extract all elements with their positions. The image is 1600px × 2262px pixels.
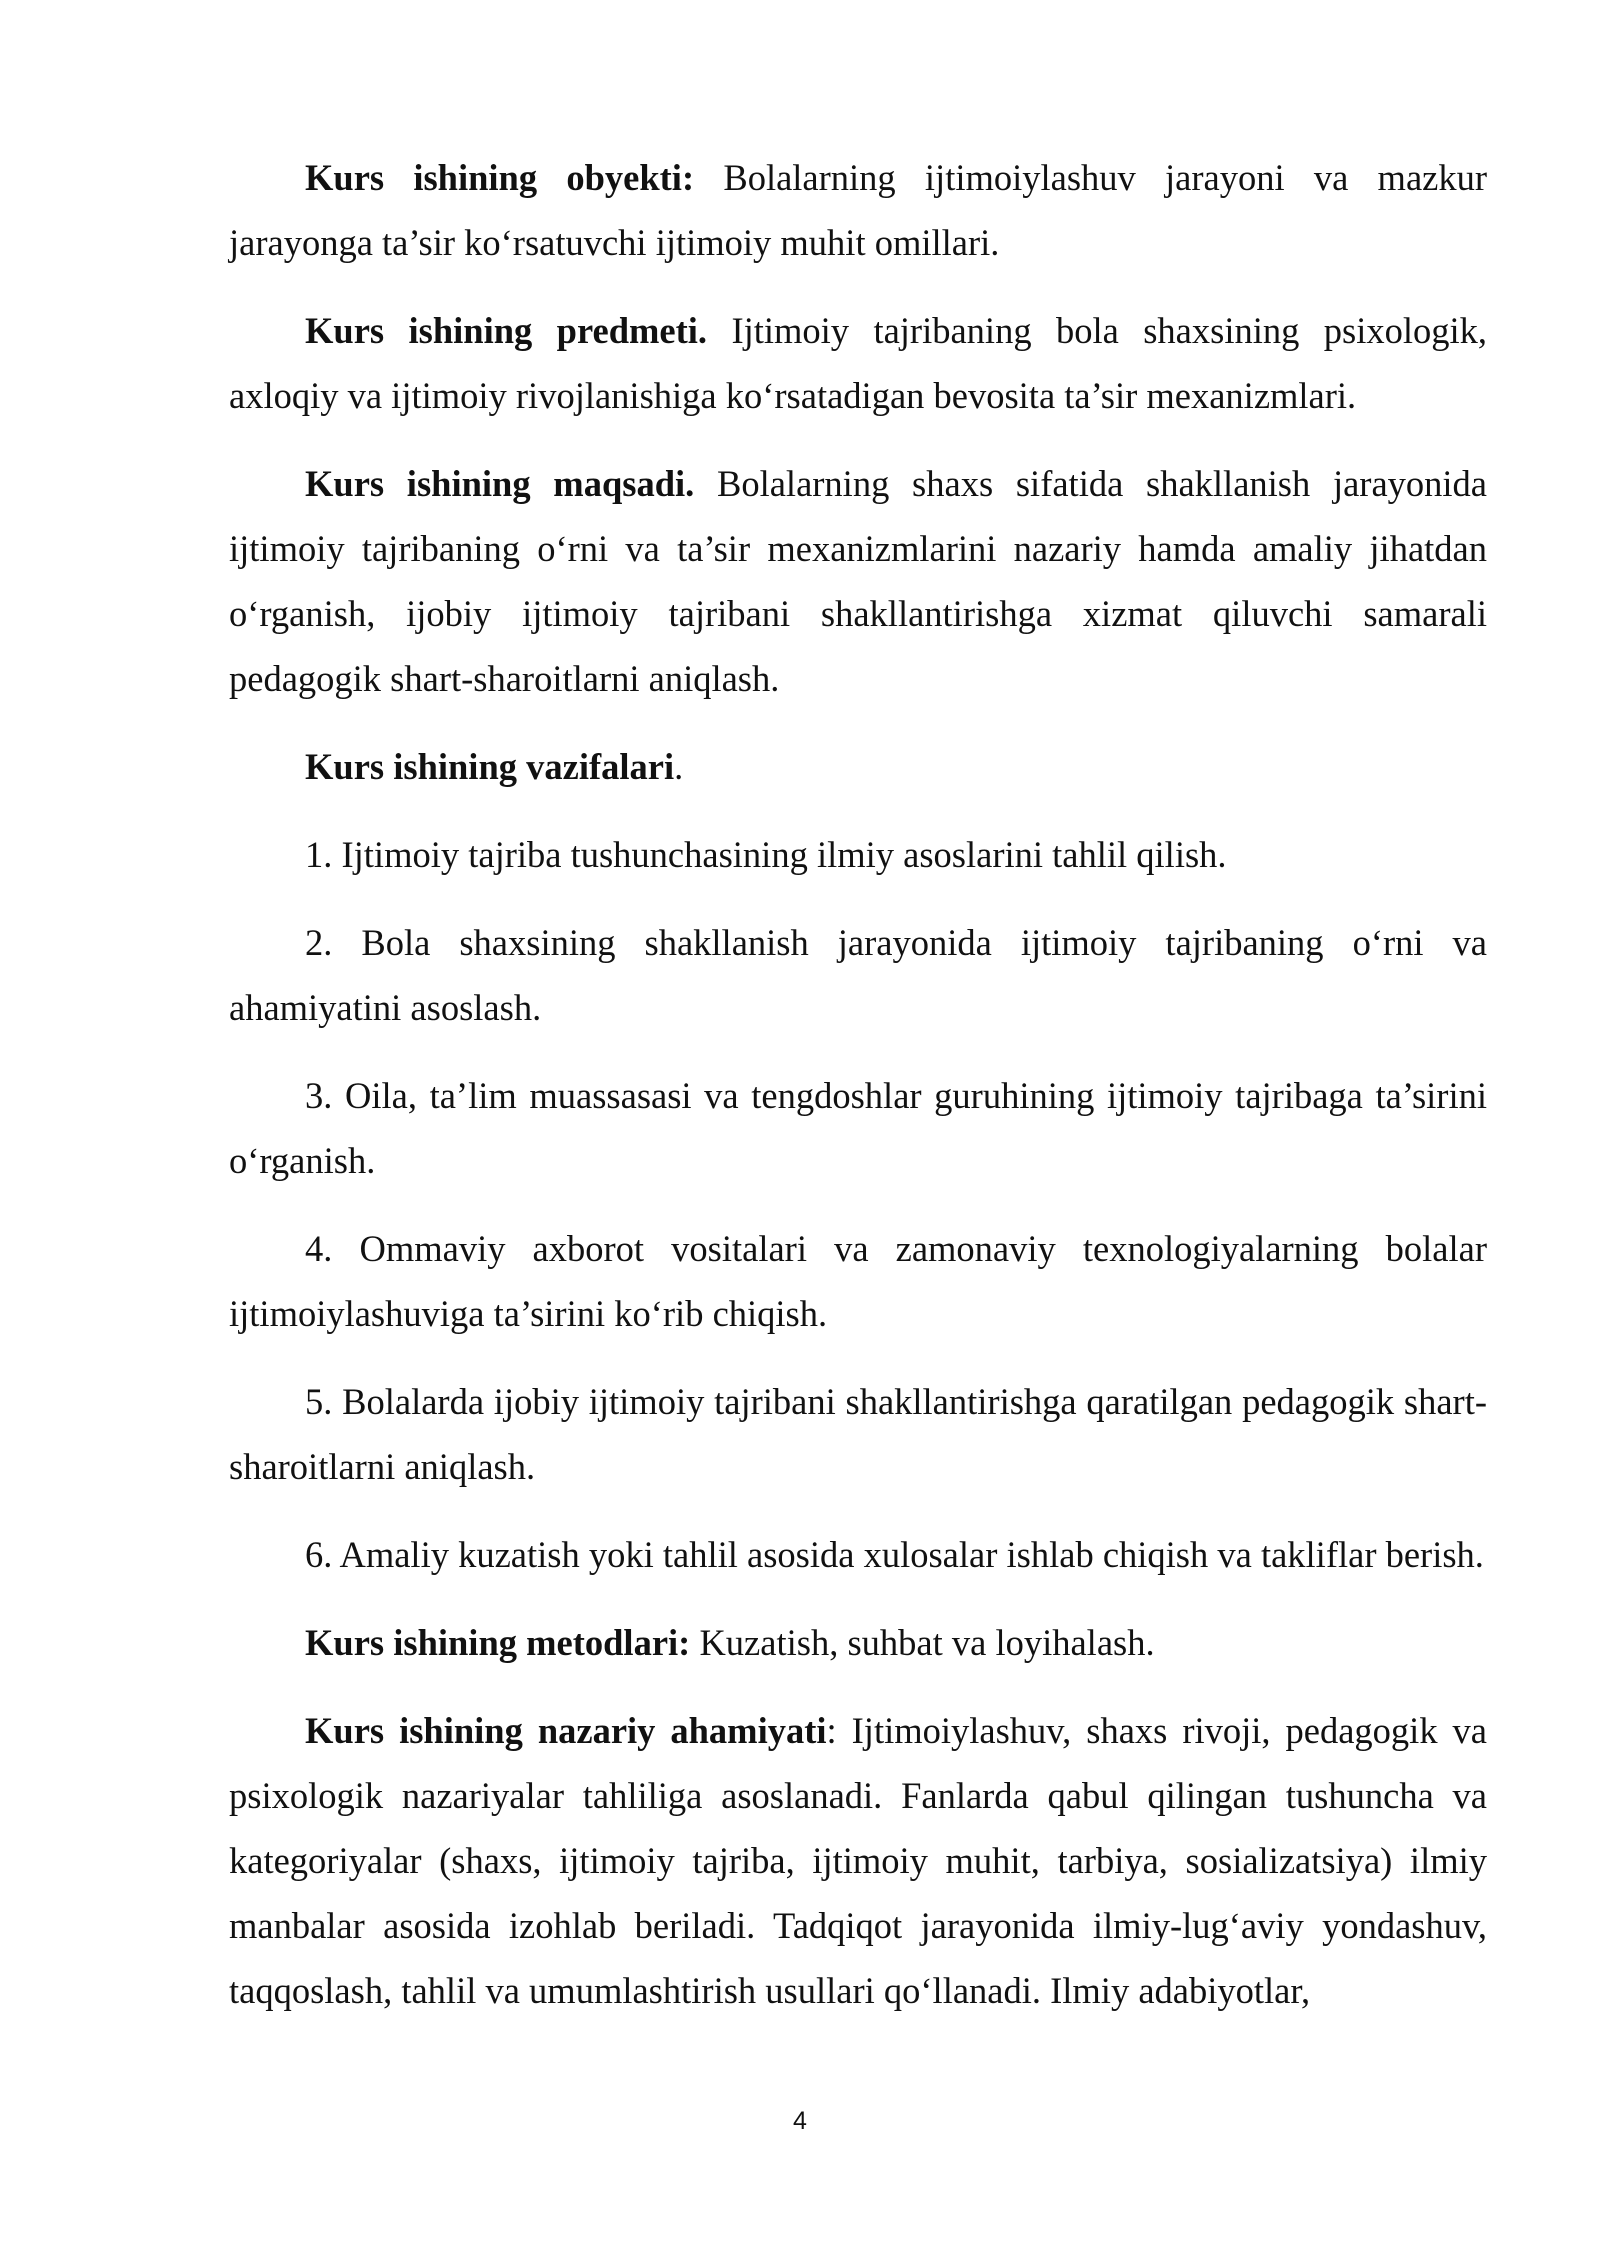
task-item-6 (229, 1522, 1487, 1587)
page-number: 4 (793, 2107, 807, 2135)
text-goal: Bolalarning shaxs sifatida shakllanish jarayonida ijtimoiy tajribaning o‘rni va ta’sir mexanizmlarini nazariy hamda amaliy jihatdan o‘rganish, ijobiy ijtimoiy tajribani shakllantirishga xizmat qiluvchi samarali pedagogik shart-sharoitlarni aniqlash. (229, 463, 1487, 699)
task-item-3 (229, 1063, 1487, 1193)
task-text-3: 3. Oila, ta’lim muassasasi va tengdoshlar guruhining ijtimoiy tajribaga ta’sirini o‘rganish. (229, 1075, 1487, 1181)
text-subject: Ijtimoiy tajribaning bola shaxsining psixologik, axloqiy va ijtimoiy rivojlanishiga ko‘rsatadigan bevosita ta’sir mexanizmlari. (229, 310, 1487, 416)
task-item-2 (229, 910, 1487, 1040)
heading-object: Kurs ishining obyekti: (305, 157, 695, 198)
task-text-4: 4. Ommaviy axborot vositalari va zamonaviy texnologiyalarning bolalar ijtimoiylashuviga ta’sirini ko‘rib chiqish. (229, 1228, 1487, 1334)
heading-tasks: Kurs ishining vazifalari (305, 746, 675, 787)
task-item-4 (229, 1216, 1487, 1346)
paragraph-goal (229, 451, 1487, 711)
text-methods: Kuzatish, suhbat va loyihalash. (690, 1622, 1155, 1663)
task-item-5 (229, 1369, 1487, 1499)
text-tasks: . (674, 746, 684, 787)
task-text-2: 2. Bola shaxsining shakllanish jarayonida ijtimoiy tajribaning o‘rni va ahamiyatini asoslash. (229, 922, 1487, 1028)
paragraph-object (229, 145, 1487, 275)
task-item-1 (229, 822, 1487, 887)
paragraph-tasks (229, 734, 1487, 799)
text-theoretical-significance: : Ijtimoiylashuv, shaxs rivoji, pedagogik va psixologik nazariyalar tahliliga asoslanadi. Fanlarda qabul qilingan tushuncha va kategoriyalar (shaxs, ijtimoiy tajriba, ijtimoiy muhit, tarbiya, sosializatsiya) ilmiy manbalar asosida izohlab beriladi. Tadqiqot jarayonida ilmiy-lug‘aviy yondashuv, taqqoslash, tahlil va umumlashtirish usullari qo‘llanadi. Ilmiy adabiyotlar, (229, 1710, 1487, 2011)
paragraph-subject (229, 298, 1487, 428)
page-body (229, 145, 1487, 2046)
task-text-6: 6. Amaliy kuzatish yoki tahlil asosida xulosalar ishlab chiqish va takliflar berish. (305, 1534, 1484, 1575)
heading-goal: Kurs ishining maqsadi. (305, 463, 695, 504)
heading-subject: Kurs ishining predmeti. (305, 310, 708, 351)
text-object: Bolalarning ijtimoiylashuv jarayoni va mazkur jarayonga ta’sir ko‘rsatuvchi ijtimoiy muhit omillari. (229, 157, 1488, 263)
task-text-1: 1. Ijtimoiy tajriba tushunchasining ilmiy asoslarini tahlil qilish. (305, 834, 1227, 875)
task-text-5: 5. Bolalarda ijobiy ijtimoiy tajribani shakllantirishga qaratilgan pedagogik shart-sharoitlarni aniqlash. (229, 1381, 1487, 1487)
paragraph-theoretical-significance (229, 1698, 1487, 2023)
heading-theoretical-significance: Kurs ishining nazariy ahamiyati (305, 1710, 827, 1751)
heading-methods: Kurs ishining metodlari: (305, 1622, 691, 1663)
paragraph-methods (229, 1610, 1487, 1675)
